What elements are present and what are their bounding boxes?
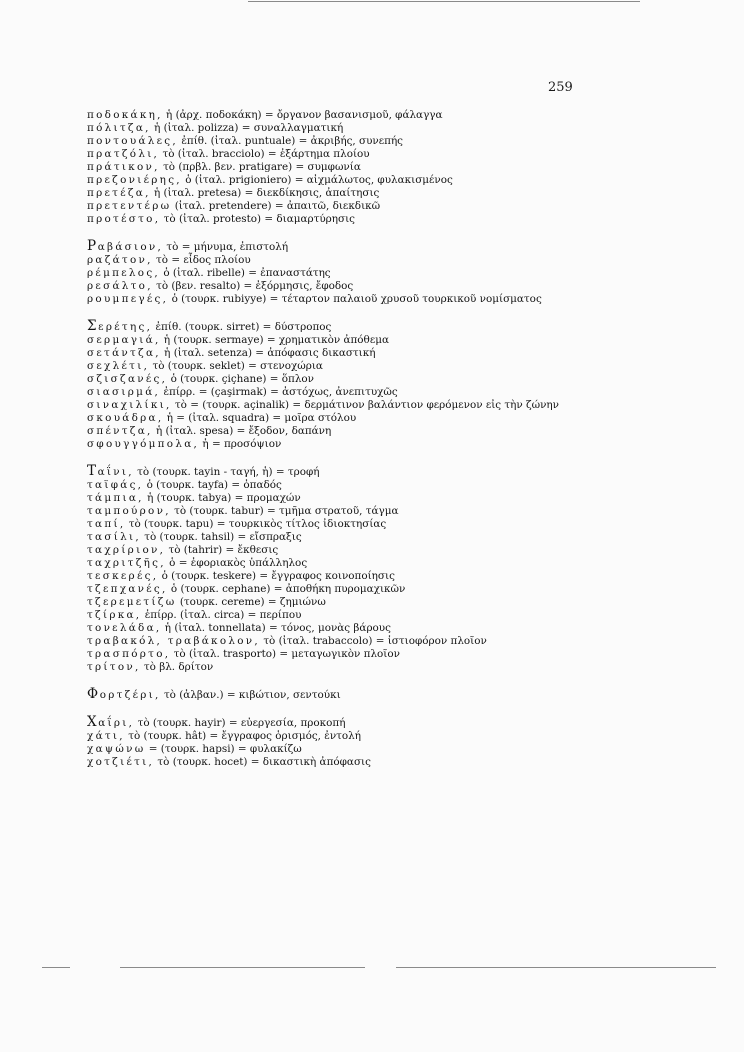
dictionary-entry: [87, 373, 707, 386]
section-tau: [87, 465, 707, 674]
dictionary-entry: [87, 293, 707, 306]
entry-headword: πρεζονιέρης,: [87, 174, 182, 186]
entry-headword: τζεπχανές,: [87, 583, 168, 595]
entry-headword: πρατζόλι,: [87, 148, 160, 160]
dictionary-entry: [87, 756, 707, 769]
entry-definition: τὸ (τουρκ. tahsil) = εἴσπραξις: [144, 531, 302, 543]
entry-definition: τὸ (βεν. resalto) = ἐξόρμησις, ἔφοδος: [156, 280, 354, 292]
entry-headword: τρασπόρτο,: [87, 648, 171, 660]
entry-headword: χάτι,: [87, 730, 125, 742]
entry-headword: σιασιρμά,: [87, 386, 161, 398]
top-edge-rule: [248, 1, 640, 2]
dictionary-entry: [87, 161, 707, 174]
entry-headword: ποδοκάκη,: [87, 109, 163, 121]
entry-definition: τὸ (τουρκ. seklet) = στενοχώρια: [152, 360, 323, 372]
entry-headword: τζερεμετίζω: [87, 596, 177, 608]
entry-definition: ἡ = (ἰταλ. squadra) = μοῖρα στόλου: [166, 412, 357, 424]
dictionary-entry: [87, 730, 707, 743]
entry-headword: ρέμπελος,: [87, 267, 161, 279]
entry-headword: πράτικον,: [87, 161, 160, 173]
dictionary-entry: [87, 465, 707, 479]
entry-headword: ορτζέρι,: [99, 689, 161, 701]
entry-headword: πρετεντέρω: [87, 200, 172, 212]
dictionary-entry: [87, 425, 707, 438]
entry-definition: τὸ (ἰταλ. protesto) = διαμαρτύρησις: [163, 213, 355, 225]
entry-definition: τὸ (τουρκ. tayin - ταγή, ἡ) = τροφή: [137, 466, 320, 478]
entry-definition: ὁ (τουρκ. cephane) = ἀποθήκη πυρομαχικῶν: [170, 583, 406, 595]
dictionary-entry: [87, 187, 707, 200]
dictionary-entry: [87, 135, 707, 148]
entry-headword: ραζάτον,: [87, 254, 153, 266]
entry-headword: πρετέζα,: [87, 187, 151, 199]
entry-initial-capital: Χ: [87, 714, 99, 730]
entry-definition: ὁ (τουρκ. çiçhane) = ὅπλον: [170, 373, 315, 385]
bottom-edge-rule-right: [396, 967, 716, 968]
entry-headword: ταπί,: [87, 518, 126, 530]
dictionary-entry: [87, 334, 707, 347]
entry-definition: τὸ (ἰταλ. bracciolo) = ἐξάρτημα πλοίου: [162, 148, 370, 160]
entry-headword: σπέντζα,: [87, 425, 153, 437]
entry-definition: ἐπίρρ. = (çaşirmak) = ἀστόχως, ἀνεπιτυχῶς: [163, 386, 398, 398]
dictionary-entry: [87, 479, 707, 492]
entry-headword: ταχρίριον,: [87, 544, 166, 556]
dictionary-entry: [87, 200, 707, 213]
entry-definition: τὸ (ἰταλ. trabaccolo) = ἱστιοφόρον πλοῖον: [263, 635, 487, 647]
entry-initial-capital: Ρ: [87, 238, 98, 254]
entry-headword: σκουάδρα,: [87, 412, 164, 424]
dictionary-entry: [87, 716, 707, 730]
dictionary-entry: [87, 148, 707, 161]
entry-definition: ἡ (τουρκ. tabya) = προμαχών: [147, 492, 301, 504]
entry-headword: τραβακόλ, τραβάκολον,: [87, 635, 260, 647]
entry-headword: προτέστο,: [87, 213, 161, 225]
entry-headword: τασίλι,: [87, 531, 141, 543]
entry-initial-capital: Τ: [87, 463, 98, 479]
dictionary-entry: [87, 570, 707, 583]
entry-definition: τὸ (tahrir) = ἔκθεσις: [168, 544, 279, 556]
entry-definition: ἡ (τουρκ. sermaye) = χρηματικὸν ἀπόθεμα: [163, 334, 389, 346]
entry-definition: τὸ = εἶδος πλοίου: [156, 254, 251, 266]
section-sigma: [87, 320, 707, 451]
entry-headword: τονελάδα,: [87, 622, 162, 634]
entry-definition: τὸ (τουρκ. hât) = ἔγγραφος ὁρισμός, ἐντολή: [128, 730, 361, 742]
entry-headword: σζισζανές,: [87, 373, 168, 385]
entry-headword: ερέτης,: [98, 321, 153, 333]
entry-definition: τὸ (ἰταλ. trasporto) = μεταγωγικὸν πλοῖον: [173, 648, 400, 660]
entry-definition: τὸ (τουρκ. tabur) = τμῆμα στρατοῦ, τάγμα: [174, 505, 399, 517]
entry-definition: ὁ (ἰταλ. ribelle) = ἐπαναστάτης: [163, 267, 331, 279]
entry-headword: χοτζιέτι,: [87, 756, 155, 768]
entry-definition: ὁ (τουρκ. tayfa) = ὀπαδός: [146, 479, 282, 491]
entry-headword: τεσκερές,: [87, 570, 159, 582]
dictionary-entry: [87, 492, 707, 505]
dictionary-entry: [87, 122, 707, 135]
entry-headword: ταχριτζῆς,: [87, 557, 166, 569]
section-rho: [87, 240, 707, 306]
dictionary-entry: [87, 109, 707, 122]
page-number: 259: [548, 80, 573, 95]
dictionary-entry: [87, 635, 707, 648]
entry-definition: ἡ (ἰταλ. tonnellata) = τόνος, μονὰς βάρους: [164, 622, 391, 634]
entry-headword: ταμπούρον,: [87, 505, 171, 517]
entry-definition: ὁ (τουρκ. teskere) = ἔγγραφος κοινοποίησις: [161, 570, 395, 582]
entry-initial-capital: Φ: [87, 686, 100, 702]
entry-definition: ὁ = ἐφοριακὸς ὑπάλληλος: [169, 557, 308, 569]
entry-definition: τὸ βλ. δρίτον: [143, 661, 214, 673]
entry-headword: αΐνι,: [97, 466, 134, 478]
entry-definition: (ἰταλ. pretendere) = ἀπαιτῶ, διεκδικῶ: [174, 200, 381, 212]
section-phi: [87, 688, 707, 702]
dictionary-entry: [87, 518, 707, 531]
entry-headword: σιναχιλίκι,: [87, 399, 172, 411]
entry-definition: ἡ (ἰταλ. setenza) = ἀπόφασις δικαστική: [164, 347, 376, 359]
dictionary-entry: [87, 648, 707, 661]
dictionary-entry: [87, 280, 707, 293]
entry-definition: ἡ (ἰταλ. pretesa) = διεκδίκησις, ἀπαίτησις: [154, 187, 380, 199]
entry-definition: τὸ (τουρκ. tapu) = τουρκικὸς τίτλος ἰδιοκτησίας: [128, 518, 387, 530]
dictionary-entry: [87, 544, 707, 557]
entry-definition: (τουρκ. cereme) = ζημιώνω: [179, 596, 326, 608]
section-chi: [87, 716, 707, 769]
entry-headword: αβάσιον,: [97, 241, 164, 253]
entry-headword: τζίρκα,: [87, 609, 142, 621]
entry-headword: τρίτον,: [87, 661, 141, 673]
entry-definition: τὸ = (τουρκ. açinalik) = δερμάτινον βαλάντιον φερόμενον εἰς τὴν ζώνην: [174, 399, 559, 411]
dictionary-entry: [87, 596, 707, 609]
entry-headword: πόλιτζα,: [87, 122, 151, 134]
dictionary-entry: [87, 213, 707, 226]
entry-definition: = (τουρκ. hapsi) = φυλακίζω: [148, 743, 302, 755]
entry-definition: τὸ = μήνυμα, ἐπιστολή: [166, 241, 289, 253]
entry-headword: ποντουάλες,: [87, 135, 178, 147]
entry-headword: σερμαγιά,: [87, 334, 161, 346]
dictionary-entry: [87, 609, 707, 622]
entry-headword: αΐρι,: [98, 717, 135, 729]
dictionary-entry: [87, 320, 707, 334]
section-pi: [87, 109, 707, 226]
dictionary-entry: [87, 399, 707, 412]
entry-headword: ταϊφάς,: [87, 479, 144, 491]
entry-definition: ἐπίθ. (τουρκ. sirret) = δύστροπος: [155, 321, 332, 333]
entry-definition: τὸ (τουρκ. hocet) = δικαστικὴ ἀπόφασις: [157, 756, 371, 768]
dictionary-entry: [87, 254, 707, 267]
dictionary-entry: [87, 386, 707, 399]
dictionary-entry: [87, 174, 707, 187]
bottom-edge-rule-mid: [120, 967, 365, 968]
entry-definition: ὁ (ἰταλ. prigioniero) = αἰχμάλωτος, φυλακισμένος: [185, 174, 453, 186]
dictionary-entry: [87, 360, 707, 373]
dictionary-entry: [87, 557, 707, 570]
entry-definition: ἡ (ἰταλ. polizza) = συναλλαγματική: [154, 122, 344, 134]
entry-headword: σετάντζα,: [87, 347, 161, 359]
dictionary-entry: [87, 412, 707, 425]
entry-definition: ἐπίθ. (ἰταλ. puntuale) = ἀκριβής, συνεπής: [181, 135, 404, 147]
entry-headword: ρουμπεγές,: [87, 293, 169, 305]
bottom-edge-rule-left: [42, 967, 70, 968]
entry-definition: ἡ = προσόψιον: [202, 438, 282, 450]
dictionary-entries: [87, 109, 707, 783]
entry-definition: τὸ (τουρκ. hayir) = εὐεργεσία, προκοπή: [137, 717, 346, 729]
entry-headword: ρεσάλτο,: [87, 280, 153, 292]
dictionary-entry: [87, 743, 707, 756]
entry-definition: ἡ (ἀρχ. ποδοκάκη) = ὄργανον βασανισμοῦ, φάλαγγα: [166, 109, 443, 121]
entry-headword: σεχλέτι,: [87, 360, 150, 372]
dictionary-entry: [87, 622, 707, 635]
entry-headword: τάμπια,: [87, 492, 144, 504]
dictionary-entry: [87, 583, 707, 596]
dictionary-entry: [87, 240, 707, 254]
dictionary-entry: [87, 531, 707, 544]
dictionary-entry: [87, 438, 707, 451]
dictionary-entry: [87, 505, 707, 518]
entry-headword: χαψώνω: [87, 743, 146, 755]
dictionary-entry: [87, 347, 707, 360]
entry-initial-capital: Σ: [87, 318, 99, 334]
entry-definition: ἐπίρρ. (ἰταλ. circa) = περίπου: [144, 609, 302, 621]
entry-headword: σφουγγόμπολα,: [87, 438, 200, 450]
entry-definition: τὸ (πρβλ. βεν. pratigare) = συμφωνία: [163, 161, 361, 173]
dictionary-entry: [87, 661, 707, 674]
dictionary-entry: [87, 688, 707, 702]
dictionary-entry: [87, 267, 707, 280]
entry-definition: ὁ (τουρκ. rubiyye) = τέταρτον παλαιοῦ χρυσοῦ τουρκικοῦ νομίσματος: [171, 293, 542, 305]
entry-definition: ἡ (ἰταλ. spesa) = ἔξοδον, δαπάνη: [155, 425, 332, 437]
entry-definition: τὸ (ἀλβαν.) = κιβώτιον, σεντούκι: [163, 689, 341, 701]
